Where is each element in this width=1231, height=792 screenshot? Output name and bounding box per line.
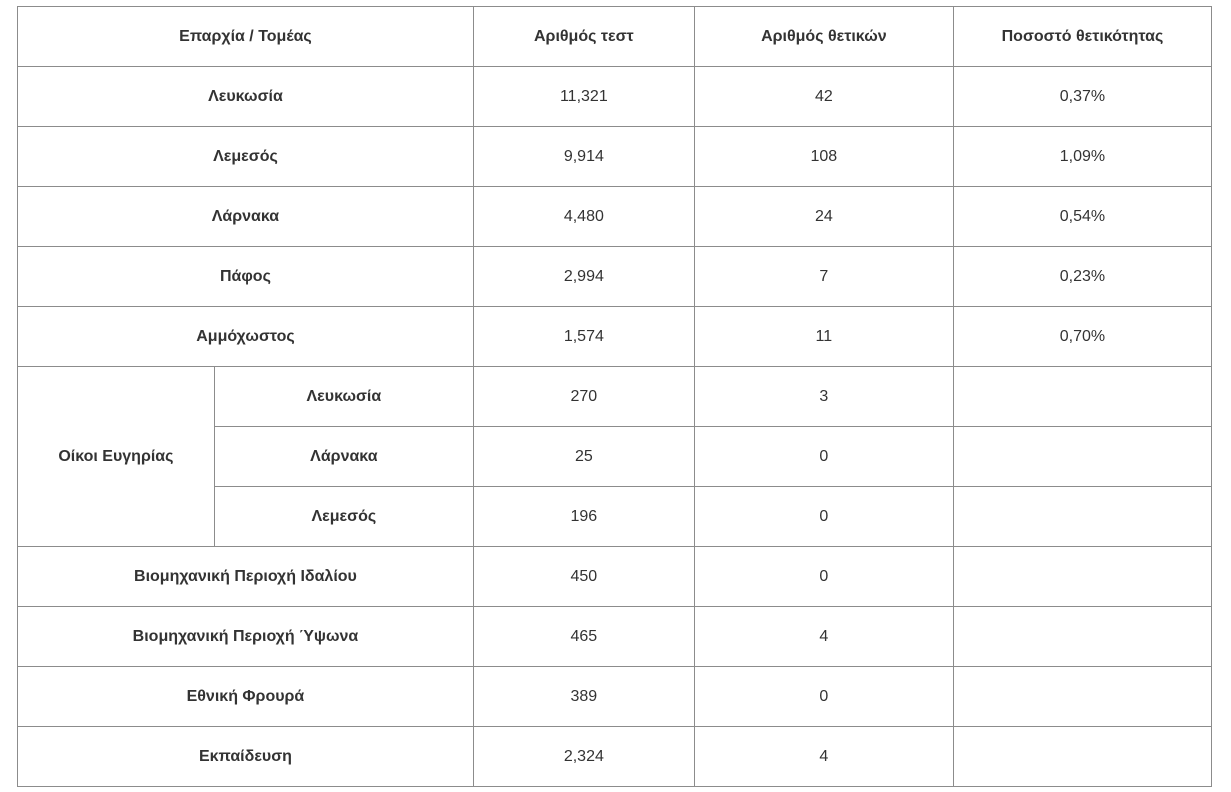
rate-cell: [953, 607, 1211, 667]
positives-cell: 0: [694, 427, 953, 487]
care-homes-group-cell: Οίκοι Ευγηρίας: [18, 367, 215, 547]
rate-cell: [953, 367, 1211, 427]
tests-cell: 389: [473, 667, 694, 727]
rate-cell: [953, 487, 1211, 547]
table-row: [18, 187, 1212, 247]
tests-cell: 270: [473, 367, 694, 427]
tests-cell: 1,574: [473, 307, 694, 367]
table-row: [18, 607, 1212, 667]
rate-cell: [953, 547, 1211, 607]
region-cell: Εκπαίδευση: [18, 727, 474, 787]
region-cell: Αμμόχωστος: [18, 307, 474, 367]
region-cell: Βιομηχανική Περιοχή Ιδαλίου: [18, 547, 474, 607]
positives-cell: 42: [694, 67, 953, 127]
positives-cell: 11: [694, 307, 953, 367]
positives-cell: 7: [694, 247, 953, 307]
tests-cell: 11,321: [473, 67, 694, 127]
testing-results-table: [17, 6, 1212, 787]
rate-cell: 0,37%: [953, 67, 1211, 127]
tests-cell: 25: [473, 427, 694, 487]
region-cell: Λεμεσός: [18, 127, 474, 187]
header-region: Επαρχία / Τομέας: [18, 7, 474, 67]
rate-cell: 0,70%: [953, 307, 1211, 367]
tests-cell: 2,994: [473, 247, 694, 307]
table-row: [18, 727, 1212, 787]
header-tests: Αριθμός τεστ: [473, 7, 694, 67]
rate-cell: [953, 727, 1211, 787]
table-row: [18, 67, 1212, 127]
table-container: [17, 6, 1212, 787]
care-home-sub-cell: Λάρνακα: [214, 427, 473, 487]
positives-cell: 0: [694, 547, 953, 607]
table-row: [18, 307, 1212, 367]
table-header-row: [18, 7, 1212, 67]
table-row: [18, 367, 1212, 427]
header-rate: Ποσοστό θετικότητας: [953, 7, 1211, 67]
tests-cell: 9,914: [473, 127, 694, 187]
header-positives: Αριθμός θετικών: [694, 7, 953, 67]
positives-cell: 108: [694, 127, 953, 187]
care-home-sub-cell: Λεμεσός: [214, 487, 473, 547]
rate-cell: 0,23%: [953, 247, 1211, 307]
rate-cell: 1,09%: [953, 127, 1211, 187]
table-row: [18, 127, 1212, 187]
tests-cell: 2,324: [473, 727, 694, 787]
tests-cell: 465: [473, 607, 694, 667]
positives-cell: 4: [694, 607, 953, 667]
positives-cell: 0: [694, 667, 953, 727]
rate-cell: 0,54%: [953, 187, 1211, 247]
rate-cell: [953, 427, 1211, 487]
table-row: [18, 247, 1212, 307]
rate-cell: [953, 667, 1211, 727]
region-cell: Λάρνακα: [18, 187, 474, 247]
region-cell: Βιομηχανική Περιοχή Ύψωνα: [18, 607, 474, 667]
table-row: [18, 547, 1212, 607]
positives-cell: 24: [694, 187, 953, 247]
tests-cell: 4,480: [473, 187, 694, 247]
tests-cell: 450: [473, 547, 694, 607]
region-cell: Λευκωσία: [18, 67, 474, 127]
positives-cell: 3: [694, 367, 953, 427]
table-row: [18, 667, 1212, 727]
tests-cell: 196: [473, 487, 694, 547]
positives-cell: 0: [694, 487, 953, 547]
care-home-sub-cell: Λευκωσία: [214, 367, 473, 427]
positives-cell: 4: [694, 727, 953, 787]
region-cell: Εθνική Φρουρά: [18, 667, 474, 727]
region-cell: Πάφος: [18, 247, 474, 307]
